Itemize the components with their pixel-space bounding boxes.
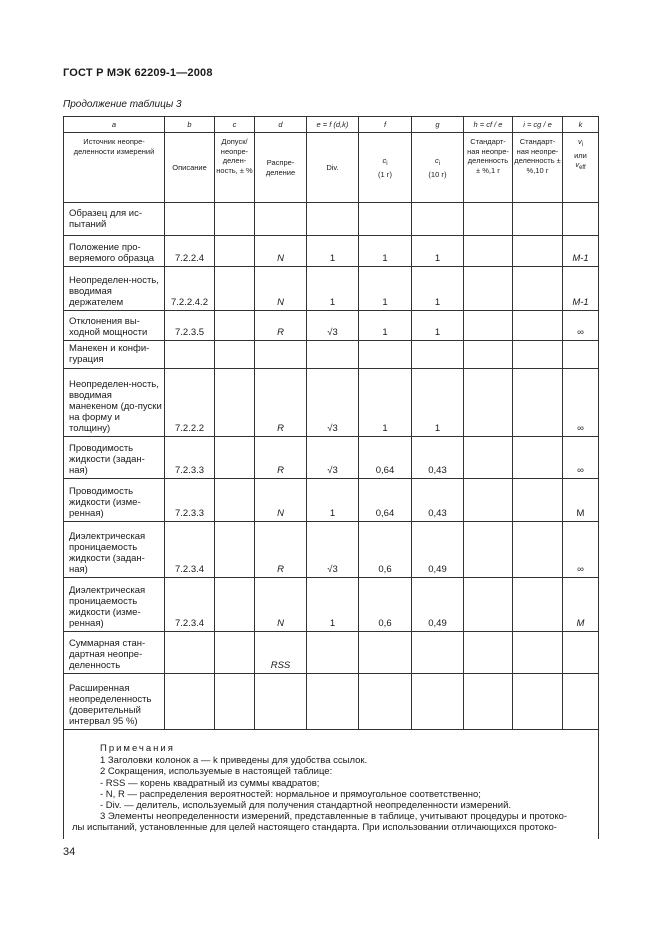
row-c xyxy=(215,203,255,236)
col-letter-d: d xyxy=(255,117,307,133)
row-f xyxy=(359,203,412,236)
row-d xyxy=(255,203,307,236)
row-d: R xyxy=(255,522,307,578)
col-letter-h: h = cf / e xyxy=(464,117,513,133)
col-head-source: Источник неопре-деленности измерений xyxy=(64,133,165,203)
row-h xyxy=(464,479,513,522)
row-i xyxy=(513,203,563,236)
row-f: 1 xyxy=(359,311,412,341)
note-line: - RSS — корень квадратный из суммы квадратов; xyxy=(100,777,320,789)
column-letters-row xyxy=(64,117,599,133)
row-c xyxy=(215,632,255,674)
row-d: R xyxy=(255,437,307,479)
row-source: Неопределен-ность, вводимая держателем xyxy=(64,267,165,311)
row-c xyxy=(215,267,255,311)
row-c xyxy=(215,674,255,730)
row-f xyxy=(359,674,412,730)
row-i xyxy=(513,341,563,369)
row-source: Диэлектрическая проницаемость жидкости (изме-ренная) xyxy=(64,578,165,632)
note-line: лы испытаний, установленные для целей настоящего стандарта. При использовании отличающихся протоко- xyxy=(72,822,557,834)
row-e xyxy=(307,674,359,730)
row-i xyxy=(513,437,563,479)
document-title: ГОСТ Р МЭК 62209-1—2008 xyxy=(63,67,213,79)
table-row xyxy=(64,369,599,437)
col-head-ci-10g xyxy=(412,133,464,203)
row-e xyxy=(307,632,359,674)
row-b xyxy=(165,632,215,674)
row-i xyxy=(513,267,563,311)
row-g xyxy=(412,674,464,730)
col-head-dof xyxy=(563,133,599,203)
col-letter-g: g xyxy=(412,117,464,133)
row-b xyxy=(165,341,215,369)
row-h xyxy=(464,632,513,674)
table-row xyxy=(64,674,599,730)
row-b: 7.2.3.3 xyxy=(165,437,215,479)
row-k: M-1 xyxy=(563,267,599,311)
row-e: √3 xyxy=(307,311,359,341)
row-c xyxy=(215,479,255,522)
row-d: N xyxy=(255,236,307,267)
table-row xyxy=(64,267,599,311)
col-letter-c: c xyxy=(215,117,255,133)
page-number: 34 xyxy=(63,846,76,858)
note-line: 2 Сокращения, используемые в настоящей таблице: xyxy=(100,766,333,778)
table-row xyxy=(64,522,599,578)
row-source: Проводимость жидкости (задан-ная) xyxy=(64,437,165,479)
col-head-std-unc-1g: Стандарт-ная неопре-деленность ± %,1 г xyxy=(464,133,513,203)
row-source: Неопределен-ность, вводимая манекеном (до-пуски на форму и толщину) xyxy=(64,369,165,437)
row-b: 7.2.3.4 xyxy=(165,522,215,578)
row-e: 1 xyxy=(307,236,359,267)
row-f: 0,64 xyxy=(359,479,412,522)
or-label: или xyxy=(574,150,587,160)
row-g: 0,43 xyxy=(412,479,464,522)
row-c xyxy=(215,437,255,479)
row-i xyxy=(513,311,563,341)
col-head-tolerance: Допуск/ неопре-делен-ность, ± % xyxy=(215,133,255,203)
col-head-div: Div. xyxy=(307,133,359,203)
row-e: 1 xyxy=(307,578,359,632)
row-k: M-1 xyxy=(563,236,599,267)
row-i xyxy=(513,578,563,632)
ci-1g-symbol: c xyxy=(382,156,387,165)
notes-cell xyxy=(64,730,599,840)
row-c xyxy=(215,369,255,437)
row-k: ∞ xyxy=(563,311,599,341)
row-e: 1 xyxy=(307,479,359,522)
row-f: 1 xyxy=(359,267,412,311)
col-letter-b: b xyxy=(165,117,215,133)
table-row xyxy=(64,578,599,632)
col-letter-f: f xyxy=(359,117,412,133)
col-letter-k: k xyxy=(563,117,599,133)
row-f: 0,64 xyxy=(359,437,412,479)
row-e: √3 xyxy=(307,522,359,578)
row-source: Проводимость жидкости (изме-ренная) xyxy=(64,479,165,522)
table-caption: Продолжение таблицы 3 xyxy=(63,99,182,110)
row-c xyxy=(215,236,255,267)
col-letter-e: e = f (d,k) xyxy=(307,117,359,133)
row-f xyxy=(359,632,412,674)
row-h xyxy=(464,341,513,369)
col-head-description: Описание xyxy=(165,133,215,203)
row-c xyxy=(215,578,255,632)
row-g: 1 xyxy=(412,267,464,311)
note-line: - N, R — распределения вероятностей: нормальное и прямоугольное соответственно; xyxy=(100,788,481,800)
row-d xyxy=(255,674,307,730)
row-g xyxy=(412,341,464,369)
row-e: √3 xyxy=(307,369,359,437)
ci-1g-mass: (1 г) xyxy=(378,169,392,179)
row-g xyxy=(412,632,464,674)
table-row xyxy=(64,632,599,674)
column-headers-row xyxy=(64,133,599,203)
col-head-distribution: Распре-деление xyxy=(255,133,307,203)
row-b xyxy=(165,674,215,730)
row-b: 7.2.2.4 xyxy=(165,236,215,267)
row-k: ∞ xyxy=(563,522,599,578)
table-row xyxy=(64,311,599,341)
row-g: 0,49 xyxy=(412,578,464,632)
vi-sub: i xyxy=(581,142,584,148)
row-k: ∞ xyxy=(563,369,599,437)
row-g: 1 xyxy=(412,311,464,341)
note-line: 1 Заголовки колонок a — k приведены для удобства ссылок. xyxy=(100,755,368,767)
row-g: 0,49 xyxy=(412,522,464,578)
row-source: Расширенная неопределенность (доверительный интервал 95 %) xyxy=(64,674,165,730)
row-e: √3 xyxy=(307,437,359,479)
uncertainty-table xyxy=(63,116,599,839)
row-h xyxy=(464,578,513,632)
row-d: R xyxy=(255,311,307,341)
veff-symbol: v xyxy=(575,160,580,169)
row-i xyxy=(513,236,563,267)
row-k: M xyxy=(563,479,599,522)
row-h xyxy=(464,311,513,341)
col-letter-i: i = cg / e xyxy=(513,117,563,133)
row-b: 7.2.3.3 xyxy=(165,479,215,522)
col-head-std-unc-10g: Стандарт-ная неопре-деленность ± %,10 г xyxy=(513,133,563,203)
row-i xyxy=(513,632,563,674)
row-i xyxy=(513,674,563,730)
row-g xyxy=(412,203,464,236)
row-e: 1 xyxy=(307,267,359,311)
row-source: Положение про-веряемого образца xyxy=(64,236,165,267)
col-head-ci-1g xyxy=(359,133,412,203)
row-d: N xyxy=(255,267,307,311)
table-row xyxy=(64,236,599,267)
row-k: ∞ xyxy=(563,437,599,479)
row-f xyxy=(359,341,412,369)
row-k xyxy=(563,341,599,369)
row-g: 1 xyxy=(412,369,464,437)
ci-1g-sub: i xyxy=(386,161,388,167)
row-h xyxy=(464,203,513,236)
note-line: 3 Элементы неопределенности измерений, представленные в таблице, учитывают процедуры и протоко- xyxy=(100,811,568,823)
row-f: 1 xyxy=(359,369,412,437)
row-c xyxy=(215,522,255,578)
veff-sub: eff xyxy=(579,165,586,171)
row-b: 7.2.3.5 xyxy=(165,311,215,341)
row-h xyxy=(464,522,513,578)
row-d: RSS xyxy=(255,632,307,674)
row-source: Диэлектрическая проницаемость жидкости (задан-ная) xyxy=(64,522,165,578)
row-i xyxy=(513,479,563,522)
row-h xyxy=(464,437,513,479)
ci-10g-mass: (10 г) xyxy=(428,169,447,179)
row-k xyxy=(563,203,599,236)
row-source: Суммарная стан-дартная неопре-деленность xyxy=(64,632,165,674)
row-f: 0,6 xyxy=(359,578,412,632)
row-c xyxy=(215,311,255,341)
row-h xyxy=(464,236,513,267)
row-e xyxy=(307,341,359,369)
row-source: Манекен и конфи-гурация xyxy=(64,341,165,369)
row-d: N xyxy=(255,479,307,522)
notes-row xyxy=(64,730,599,840)
row-b: 7.2.2.2 xyxy=(165,369,215,437)
ci-10g-sub: i xyxy=(438,161,441,167)
row-f: 0,6 xyxy=(359,522,412,578)
row-i xyxy=(513,369,563,437)
ci-10g-symbol: c xyxy=(434,156,439,165)
row-d xyxy=(255,341,307,369)
row-g: 1 xyxy=(412,236,464,267)
row-k xyxy=(563,632,599,674)
row-g: 0,43 xyxy=(412,437,464,479)
row-h xyxy=(464,674,513,730)
row-h xyxy=(464,267,513,311)
row-b xyxy=(165,203,215,236)
row-k: M xyxy=(563,578,599,632)
col-letter-a: a xyxy=(64,117,165,133)
row-source: Образец для ис-пытаний xyxy=(64,203,165,236)
row-i xyxy=(513,522,563,578)
row-source: Отклонения вы-ходной мощности xyxy=(64,311,165,341)
row-k xyxy=(563,674,599,730)
row-b: 7.2.3.4 xyxy=(165,578,215,632)
row-c xyxy=(215,341,255,369)
row-b: 7.2.2.4.2 xyxy=(165,267,215,311)
notes-title: Примечания xyxy=(100,743,175,754)
vi-symbol: v xyxy=(577,137,582,146)
table-row xyxy=(64,437,599,479)
note-line: - Div. — делитель, используемый для получения стандартной неопределенности измерений. xyxy=(100,800,512,812)
row-e xyxy=(307,203,359,236)
row-f: 1 xyxy=(359,236,412,267)
row-h xyxy=(464,369,513,437)
table-row xyxy=(64,341,599,369)
table-row xyxy=(64,479,599,522)
row-d: N xyxy=(255,578,307,632)
table-row xyxy=(64,203,599,236)
row-d: R xyxy=(255,369,307,437)
